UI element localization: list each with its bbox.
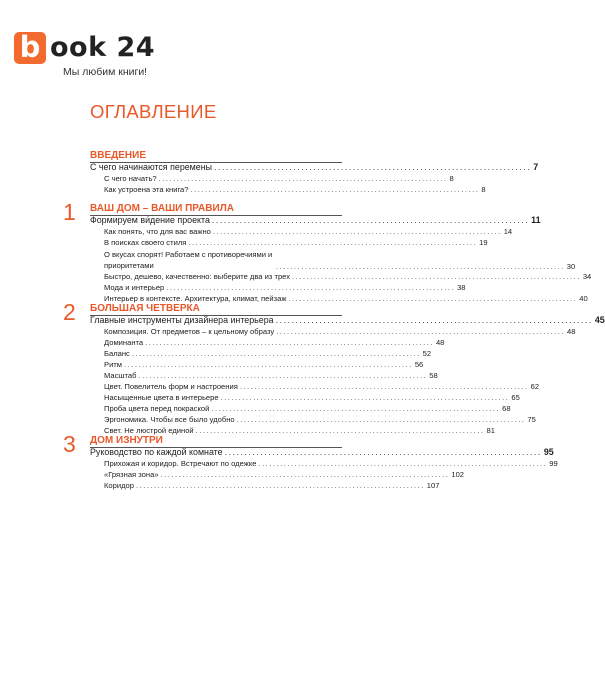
leader-dots: ................................................................................ bbox=[288, 294, 578, 303]
leader-dots: ................................................................................ bbox=[212, 227, 502, 236]
entry-page: 95 bbox=[543, 447, 554, 457]
chapter-heading: ВАШ ДОМ – ВАШИ ПРАВИЛА bbox=[90, 203, 234, 214]
leader-dots: ................................................................................ bbox=[214, 162, 532, 172]
entry-title: Руководство по каждой комнате bbox=[90, 447, 223, 457]
entry-page: 11 bbox=[531, 215, 541, 225]
leader-dots: ................................................................................ bbox=[158, 174, 448, 183]
entry-page: 58 bbox=[429, 371, 438, 380]
entry-page: 40 bbox=[579, 294, 588, 303]
toc-entry-main bbox=[90, 447, 554, 457]
entry-title: Свет. Не люстрой единой bbox=[104, 426, 194, 435]
entry-title: Как устроена эта книга? bbox=[104, 185, 189, 194]
entry-title: Масштаб bbox=[104, 371, 137, 380]
entry-title: Коридор bbox=[104, 481, 134, 490]
toc-entry bbox=[104, 426, 495, 435]
entry-title: Цвет. Повелитель форм и настроения bbox=[104, 382, 238, 391]
toc-entry-main bbox=[90, 315, 605, 325]
leader-dots: ................................................................................ bbox=[276, 327, 565, 336]
entry-title: Насыщенные цвета в интерьере bbox=[104, 393, 219, 402]
toc-entry bbox=[104, 327, 576, 336]
entry-title: О вкусах спорят! Работаем с противоречиями и приоритетами bbox=[104, 250, 273, 270]
toc-entry bbox=[104, 382, 540, 391]
logo-wordmark: ook 24 bbox=[50, 32, 156, 63]
entry-title: Мода и интерьер bbox=[104, 283, 165, 292]
leader-dots: ................................................................................ bbox=[188, 238, 478, 247]
entry-page: 68 bbox=[502, 404, 511, 413]
toc-entry bbox=[104, 404, 511, 413]
entry-page: 14 bbox=[503, 227, 513, 236]
entry-page: 8 bbox=[449, 174, 454, 183]
entry-page: 19 bbox=[479, 238, 488, 247]
logo-tagline: Мы любим книги! bbox=[63, 66, 148, 78]
entry-page: 81 bbox=[486, 426, 495, 435]
leader-dots: ................................................................................ bbox=[131, 349, 421, 358]
entry-page: 99 bbox=[549, 459, 558, 468]
toc-entry-main bbox=[90, 215, 541, 225]
entry-page: 7 bbox=[533, 162, 539, 172]
leader-dots: ................................................................................ bbox=[211, 404, 501, 413]
toc-entry bbox=[104, 227, 513, 236]
toc-entry bbox=[104, 272, 592, 281]
entry-page: 102 bbox=[451, 470, 465, 479]
toc-entry bbox=[104, 249, 576, 271]
chapter-heading: ДОМ ИЗНУТРИ bbox=[90, 435, 163, 446]
entry-title: Прихожая и коридор. Встречают по одежке bbox=[104, 459, 257, 468]
chapter-number: 3 bbox=[63, 431, 76, 457]
logo-letter-badge: b bbox=[14, 32, 46, 64]
leader-dots: ................................................................................ bbox=[190, 185, 480, 194]
entry-page: 8 bbox=[481, 185, 486, 194]
leader-dots: ................................................................................ bbox=[220, 393, 510, 402]
entry-page: 30 bbox=[566, 262, 576, 271]
toc-entry bbox=[104, 481, 440, 490]
entry-title: Доминанта bbox=[104, 338, 144, 347]
leader-dots: ................................................................................ bbox=[166, 283, 456, 292]
toc-entry bbox=[104, 349, 432, 358]
chapter-number: 1 bbox=[63, 199, 76, 225]
entry-page: 38 bbox=[457, 283, 466, 292]
entry-title: Ритм bbox=[104, 360, 123, 369]
toc-entry bbox=[104, 360, 424, 369]
entry-page: 107 bbox=[426, 481, 440, 490]
toc-entry bbox=[104, 470, 465, 479]
toc-entry bbox=[104, 338, 445, 347]
entry-title: Как понять, что для вас важно bbox=[104, 227, 211, 236]
leader-dots: ................................................................................ bbox=[195, 426, 485, 435]
entry-page: 65 bbox=[511, 393, 520, 402]
entry-title: Проба цвета перед покраской bbox=[104, 404, 210, 413]
entry-page: 34 bbox=[582, 272, 592, 281]
entry-page: 52 bbox=[422, 349, 432, 358]
leader-dots: ................................................................................ bbox=[258, 459, 548, 468]
leader-dots: ................................................................................ bbox=[211, 215, 530, 225]
entry-page: 62 bbox=[530, 382, 540, 391]
leader-dots: ................................................................................ bbox=[224, 447, 542, 457]
entry-page: 48 bbox=[435, 338, 445, 347]
leader-dots: ................................................................................ bbox=[138, 371, 428, 380]
entry-title: «Грязная зона» bbox=[104, 470, 159, 479]
toc-entry bbox=[104, 459, 558, 468]
toc-entry bbox=[104, 415, 536, 424]
leader-dots: ................................................................................ bbox=[236, 415, 526, 424]
entry-page: 56 bbox=[414, 360, 424, 369]
entry-page: 48 bbox=[566, 327, 576, 336]
entry-title: С чего начинаются перемены bbox=[90, 162, 213, 172]
entry-title: Быстро, дешево, качественно: выберите два из трех bbox=[104, 272, 291, 281]
entry-title: С чего начать? bbox=[104, 174, 157, 183]
toc-entry-main bbox=[90, 162, 539, 172]
toc-title: ОГЛАВЛЕНИЕ bbox=[90, 101, 217, 122]
leader-dots: ................................................................................ bbox=[275, 315, 593, 325]
leader-dots: ................................................................................ bbox=[276, 262, 565, 271]
entry-page: 75 bbox=[527, 415, 536, 424]
toc-entry bbox=[104, 294, 588, 303]
entry-title: Композиция. От предметов – к цельному образу bbox=[104, 327, 275, 336]
toc-entry bbox=[104, 185, 486, 194]
toc-entry bbox=[104, 371, 438, 380]
entry-title: Главные инструменты дизайнера интерьера bbox=[90, 315, 274, 325]
leader-dots: ................................................................................ bbox=[292, 272, 581, 281]
chapter-heading: БОЛЬШАЯ ЧЕТВЕРКА bbox=[90, 303, 200, 314]
leader-dots: ................................................................................ bbox=[160, 470, 450, 479]
entry-page: 45 bbox=[594, 315, 605, 325]
entry-title: Эргономика. Чтобы все было удобно bbox=[104, 415, 235, 424]
toc-entry bbox=[104, 283, 466, 292]
toc-entry bbox=[104, 393, 520, 402]
leader-dots: ................................................................................ bbox=[239, 382, 529, 391]
toc-entry bbox=[104, 174, 454, 183]
entry-title: Формируем ви́дение проекта bbox=[90, 215, 210, 225]
leader-dots: ................................................................................ bbox=[124, 360, 413, 369]
intro-heading: ВВЕДЕНИЕ bbox=[90, 150, 146, 161]
leader-dots: ................................................................................ bbox=[145, 338, 434, 347]
entry-title: Баланс bbox=[104, 349, 130, 358]
entry-title: Интерьер в контексте. Архитектура, климат, пейзаж bbox=[104, 294, 287, 303]
entry-title: В поисках своего стиля bbox=[104, 238, 187, 247]
toc-entry bbox=[104, 238, 488, 247]
chapter-number: 2 bbox=[63, 299, 76, 325]
leader-dots: ................................................................................ bbox=[136, 481, 425, 490]
